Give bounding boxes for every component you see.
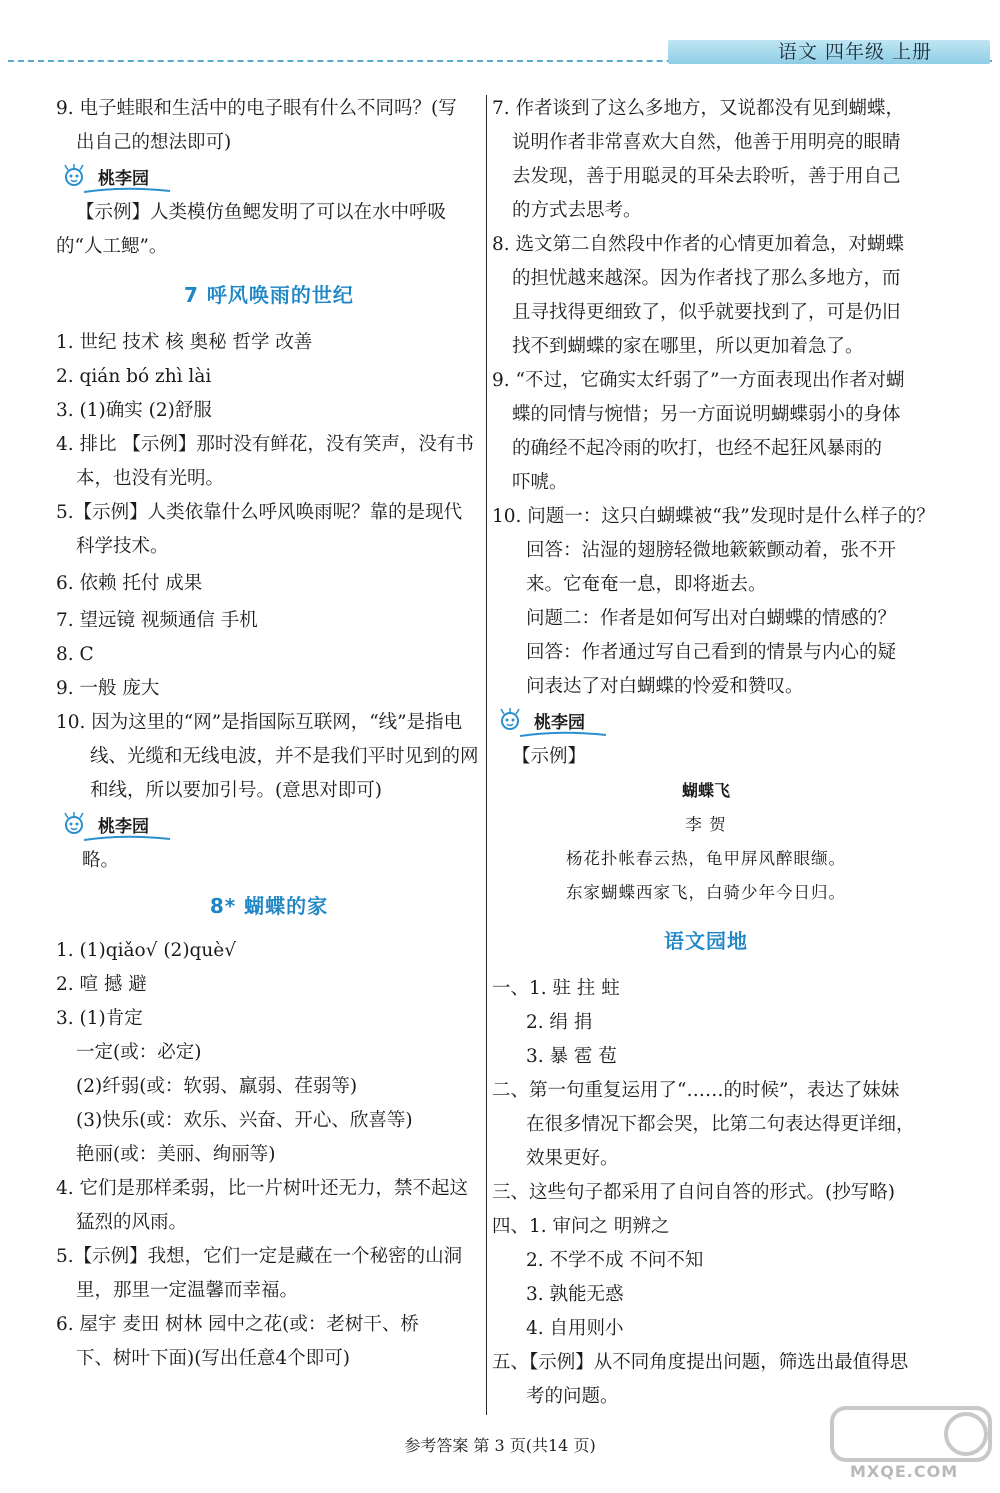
swoosh-icon	[84, 186, 170, 194]
answer-line: 问题二：作者是如何写出对白蝴蝶的情感的？	[526, 608, 897, 629]
answer-line: 问表达了对白蝴蝶的怜爱和赞叹。	[526, 676, 804, 697]
answer-line: 9. 一般 庞大	[56, 678, 160, 699]
answer-line: 回答：沾湿的翅膀轻微地簌簌颤动着，张不开	[526, 540, 897, 561]
answer-line: 7. 作者谈到了这么多地方，又说都没有见到蝴蝶，	[492, 98, 905, 119]
answer-line: 1. 世纪 技术 核 奥秘 哲学 改善	[56, 332, 313, 353]
answer-line: 蝶的同情与惋惜；另一方面说明蝴蝶弱小的身体	[512, 404, 901, 425]
answer-line: 下、树叶下面)(写出任意4个即可)	[76, 1348, 350, 1369]
taoliyuan-label: 桃李园	[98, 169, 149, 189]
answer-line: (2)纤弱(或：软弱、羸弱、荏弱等)	[76, 1076, 358, 1097]
answer-line: 2. 绢 捐	[526, 1012, 593, 1033]
answer-line: 艳丽(或：美丽、绚丽等)	[76, 1144, 276, 1165]
answer-line: 四、1. 审问之 明辨之	[492, 1216, 670, 1237]
poem-author: 李 贺	[685, 815, 727, 834]
answer-line: 9. 电子蛙眼和生活中的电子眼有什么不同吗？(写	[56, 98, 457, 119]
column-divider	[486, 95, 487, 1415]
answer-line: 2. 不学不成 不问不知	[526, 1250, 704, 1271]
answer-line: 二、第一句重复运用了“……的时候”，表达了妹妹	[492, 1080, 900, 1101]
page-footer: 参考答案 第 3 页(共14 页)	[404, 1436, 596, 1455]
answer-line: 3. (1)确实 (2)舒服	[56, 400, 212, 421]
answer-line: 一、1. 驻 拄 蛀	[492, 978, 620, 999]
answer-line: 10. 问题一：这只白蝴蝶被“我”发现时是什么样子的？	[492, 506, 935, 527]
answer-line: 8. C	[56, 644, 94, 665]
answer-line: 回答：作者通过写自己看到的情景与内心的疑	[526, 642, 897, 663]
answer-line: 3. (1)肯定	[56, 1008, 143, 1029]
section-title: 语文园地	[664, 929, 748, 953]
answer-line: 【示例】	[512, 746, 587, 767]
section-title: 7 呼风唤雨的世纪	[184, 283, 354, 307]
taoliyuan-heading	[492, 704, 920, 740]
answer-line: 4. 它们是那样柔弱，比一片树叶还无力，禁不起这	[56, 1178, 469, 1199]
answer-line: 考的问题。	[526, 1386, 619, 1407]
poem-line: 东家蝴蝶西家飞，白骑少年今日归。	[566, 883, 846, 902]
answer-line: 6. 依赖 托付 成果	[56, 573, 203, 594]
right-column	[492, 92, 935, 1414]
answer-line: 里，那里一定温馨而幸福。	[76, 1280, 299, 1301]
answer-line: 本，也没有光明。	[76, 468, 225, 489]
answer-line: 的确经不起冷雨的吹打，也经不起狂风暴雨的	[512, 438, 883, 459]
section-title: 8* 蝴蝶的家	[209, 894, 329, 918]
left-column	[56, 92, 482, 1376]
answer-line: 的“人工鳃”。	[56, 236, 168, 257]
answer-line: 1. (1)qiǎo√ (2)què√	[56, 940, 237, 961]
answer-line: 【示例】人类模仿鱼鳃发明了可以在水中呼吸	[76, 202, 447, 223]
answer-line: 和线，所以要加引号。(意思对即可)	[90, 780, 382, 801]
answer-line: 3. 暴 雹 苞	[526, 1046, 617, 1067]
answer-line: 一定(或：必定)	[76, 1042, 202, 1063]
answer-line: 去发现，善于用聪灵的耳朵去聆听，善于用自己	[512, 166, 901, 187]
answer-line: 出自己的想法即可)	[76, 132, 232, 153]
answer-line: 4. 自用则小	[526, 1318, 624, 1339]
swoosh-icon	[84, 834, 170, 842]
answer-line: (3)快乐(或：欢乐、兴奋、开心、欣喜等)	[76, 1110, 413, 1131]
answer-line: 线、光缆和无线电波，并不是我们平时见到的网	[90, 746, 479, 767]
answer-line: 4. 排比 【示例】那时没有鲜花，没有笑声，没有书	[56, 434, 474, 455]
answer-line: 猛烈的风雨。	[76, 1212, 188, 1233]
answer-line: 且寻找得更细致了，似乎就要找到了，可是仍旧	[512, 302, 901, 323]
answer-line: 2. 喧 撼 避	[56, 974, 147, 995]
answer-line: 的担忧越来越深。因为作者找了那么多地方，而	[512, 268, 901, 289]
swoosh-icon	[520, 730, 606, 738]
answer-line: 5.【示例】我想，它们一定是藏在一个秘密的山洞	[56, 1246, 463, 1267]
answer-line: 3. 孰能无惑	[526, 1284, 624, 1305]
answer-line: 科学技术。	[76, 536, 169, 557]
answer-line: 五、【示例】从不同角度提出问题，筛选出最值得思	[492, 1352, 909, 1373]
taoliyuan-label: 桃李园	[534, 713, 585, 733]
watermark-text: MXQE.COM	[850, 1462, 959, 1481]
poem-line: 杨花扑帐春云热，龟甲屏风醉眼缬。	[566, 849, 846, 868]
answer-line: 10. 因为这里的“网”是指国际互联网，“线”是指电	[56, 712, 463, 733]
answer-line: 找不到蝴蝶的家在哪里，所以更加着急了。	[512, 336, 864, 357]
answer-line: 2. qián bó zhì lài	[56, 366, 212, 387]
taoliyuan-heading	[56, 808, 482, 844]
answer-line: 略。	[82, 850, 120, 871]
answer-line: 8. 选文第二自然段中作者的心情更加着急，对蝴蝶	[492, 234, 905, 255]
answer-line: 5.【示例】人类依靠什么呼风唤雨呢？靠的是现代	[56, 502, 463, 523]
answer-line: 7. 望远镜 视频通信 手机	[56, 610, 258, 631]
answer-line: 来。它奄奄一息，即将逝去。	[526, 574, 767, 595]
answer-line: 吓唬。	[512, 472, 568, 493]
answer-line: 6. 屋宇 麦田 树林 园中之花(或：老树干、桥	[56, 1314, 419, 1335]
taoliyuan-heading	[56, 160, 482, 196]
answer-line: 9. “不过，它确实太纤弱了”一方面表现出作者对蝴	[492, 370, 905, 391]
taoliyuan-label: 桃李园	[98, 817, 149, 837]
header-subject-tab: 语文 四年级 上册	[668, 40, 990, 64]
answer-line: 在很多情况下都会哭，比第二句表达得更详细，	[526, 1114, 915, 1135]
poem-title: 蝴蝶飞	[681, 781, 730, 800]
answer-line: 的方式去思考。	[512, 200, 642, 221]
answer-line: 说明作者非常喜欢大自然，他善于用明亮的眼睛	[512, 132, 901, 153]
answer-line: 效果更好。	[526, 1148, 619, 1169]
answer-line: 三、这些句子都采用了自问自答的形式。(抄写略)	[492, 1182, 895, 1203]
